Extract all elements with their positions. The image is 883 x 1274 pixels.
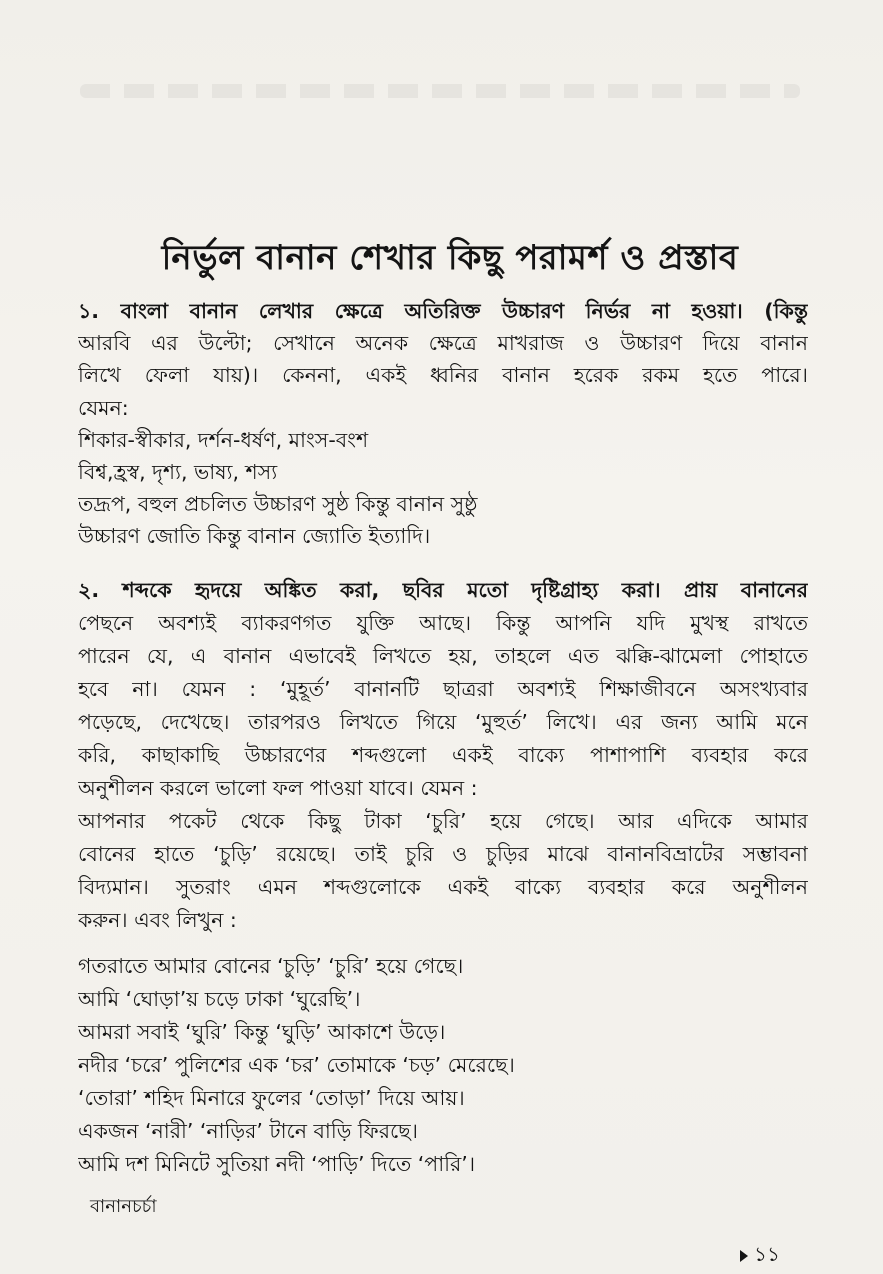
example-sentence-6: একজন ‘নারী’ ‘নাড়ির’ টানে বাড়ি ফিরছে। bbox=[78, 1119, 418, 1143]
section1-example-4: উচ্চারণ জোতি কিন্তু বানান জ্যোতি ইত্যাদি। bbox=[78, 524, 431, 548]
section1-line-1 bbox=[78, 295, 808, 327]
section2-line-9: বোনের হাতে ‘চুড়ি’ রয়েছে। তাই চুরি ও চুড়ির মাঝে বানানবিভ্রাটের সম্ভাবনা bbox=[78, 842, 808, 866]
section2-line-10: বিদ্যমান। সুতরাং এমন শব্দগুলোকে একই বাক্যে ব্যবহার করে অনুশীলন bbox=[78, 875, 808, 899]
bleed-through-text bbox=[80, 84, 800, 98]
example-sentence-4: নদীর ‘চরে’ পুলিশের এক ‘চর’ তোমাকে ‘চড়’ মেরেছে। bbox=[78, 1053, 515, 1077]
section1-line-3: লিখে ফেলা যায়)। কেননা, একই ধ্বনির বানান হরেক রকম হতে পারে। bbox=[78, 363, 808, 387]
section1-example-2: বিশ্ব,হ্রস্ব, দৃশ্য, ভাষ্য, শস্য bbox=[78, 460, 278, 484]
section2-line-5: পড়েছে, দেখেছে। তারপরও লিখতে গিয়ে ‘মুহুর্ত’ লিখে। এর জন্য আমি মনে bbox=[78, 710, 808, 734]
section1-example-1: শিকার-স্বীকার, দর্শন-ধর্ষণ, মাংস-বংশ bbox=[78, 428, 369, 452]
section1-example-3: তদ্রূপ, বহুল প্রচলিত উচ্চারণ সুষ্ঠ কিন্তু বানান সুষ্ঠু bbox=[78, 492, 478, 516]
example-sentence-7: আমি দশ মিনিটে সুতিয়া নদী ‘পাড়ি’ দিতে ‘পারি’। bbox=[78, 1152, 476, 1176]
section2-line-2: পেছনে অবশ্যই ব্যাকরণগত যুক্তি আছে। কিন্তু আপনি যদি মুখস্থ রাখতে bbox=[78, 611, 808, 635]
section2-line-4: হবে না। যেমন : ‘মুহূর্ত’ বানানটি ছাত্ররা অবশ্যই শিক্ষাজীবনে অসংখ্যবার bbox=[78, 677, 808, 701]
page-number: ১১ bbox=[740, 1240, 780, 1273]
section1-line-4: যেমন: bbox=[78, 396, 129, 420]
section1-heading: ১. বাংলা বানান লেখার ক্ষেত্রে অতিরিক্ত উচ্চারণ নির্ভর না হওয়া। (কিন্তু bbox=[78, 299, 808, 323]
section2-line-8: আপনার পকেট থেকে কিছু টাকা ‘চুরি’ হয়ে গেছে। আর এদিকে আমার bbox=[78, 809, 808, 833]
section2-line-6: করি, কাছাকাছি উচ্চারণের শব্দগুলো একই বাক্যে পাশাপাশি ব্যবহার করে bbox=[78, 743, 808, 767]
section2-heading: ২. শব্দকে হৃদয়ে অঙ্কিত করা, ছবির মতো দৃষ্টিগ্রাহ্য করা। প্রায় বানানের bbox=[78, 578, 808, 602]
section2-line-11: করুন। এবং লিখুন : bbox=[78, 908, 237, 932]
section1-line-2: আরবি এর উল্টো; সেখানে অনেক ক্ষেত্রে মাখরাজ ও উচ্চারণ দিয়ে বানান bbox=[78, 331, 808, 355]
example-sentence-2: আমি ‘ঘোড়া’য় চড়ে ঢাকা ‘ঘুরেছি’। bbox=[78, 987, 361, 1011]
section2-line-1 bbox=[78, 574, 808, 606]
section2-line-7: অনুশীলন করলে ভালো ফল পাওয়া যাবে। যেমন : bbox=[78, 776, 478, 800]
example-sentence-1: গতরাতে আমার বোনের ‘চুড়ি’ ‘চুরি’ হয়ে গেছে। bbox=[78, 954, 464, 978]
example-sentence-3: আমরা সবাই ‘ঘুরি’ কিন্তু ‘ঘুড়ি’ আকাশে উড়ে। bbox=[78, 1020, 446, 1044]
example-sentence-5: ‘তোরা’ শহিদ মিনারে ফুলের ‘তোড়া’ দিয়ে আয়। bbox=[78, 1086, 465, 1110]
page-title: নির্ভুল বানান শেখার কিছু পরামর্শ ও প্রস্তাব bbox=[161, 238, 739, 278]
section2-line-3: পারেন যে, এ বানান এভাবেই লিখতে হয়, তাহলে এত ঝক্কি-ঝামেলা পোহাতে bbox=[78, 644, 808, 668]
running-footer-book-title: বানানচর্চা bbox=[90, 1196, 157, 1217]
